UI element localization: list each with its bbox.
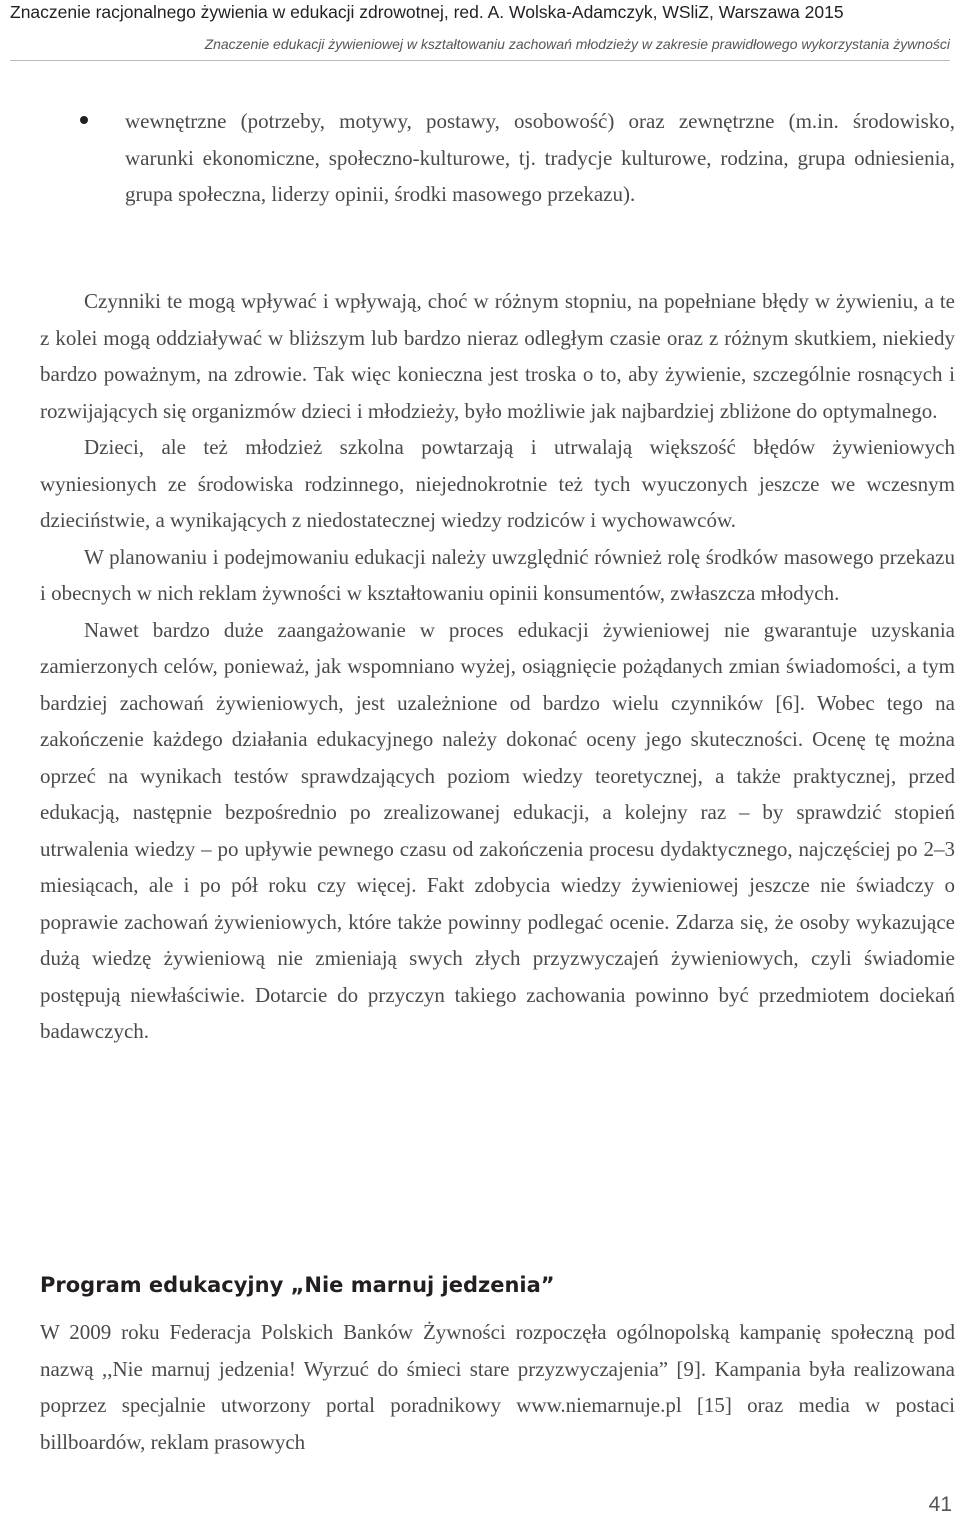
section-heading: Program edukacyjny „Nie marnuj jedzenia”	[40, 1273, 555, 1297]
bullet-icon	[80, 116, 88, 124]
body-text	[40, 283, 955, 1050]
section-paragraph: W 2009 roku Federacja Polskich Banków Żywności rozpoczęła ogólnopolską kampanię społeczną pod nazwą ,,Nie marnuj jedzenia! Wyrzuć do śmieci stare przyzwyczajenia” [9]. Kampania była realizowana poprzez specjalnie utworzony portal poradnikowy www.niemarnuje.pl [15] oraz media w postaci billboardów, reklam prasowych	[40, 1320, 955, 1454]
paragraph: W planowaniu i podejmowaniu edukacji należy uwzględnić również rolę środków masowego przekazu i obecnych w nich reklam żywności w kształtowaniu opinii konsumentów, zwłaszcza młodych.	[40, 544, 955, 605]
running-head-title: Znaczenie racjonalnego żywienia w edukacji zdrowotnej, red. A. Wolska-Adamczyk, WSliZ, Warszawa 2015	[10, 2, 844, 22]
paragraph: Dzieci, ale też młodzież szkolna powtarzają i utrwalają większość błędów żywieniowych wyniesionych ze środowiska rodzinnego, niejednokrotnie też tych wyuczonych jeszcze we wczesnym dzieciństwie, a wynikających z niedostatecznej wiedzy rodziców i wychowawców.	[40, 435, 955, 532]
paragraph: Nawet bardzo duże zaangażowanie w proces edukacji żywieniowej nie gwarantuje uzyskania zamierzonych celów, ponieważ, jak wspomniano wyżej, osiągnięcie pożądanych zmian świadomości, a tym bardziej zachowań żywieniowych, jest uzależnione od bardzo wielu czynników [6]. Wobec tego na zakończenie każdego działania edukacyjnego należy dokonać oceny jego skuteczności. Ocenę tę można oprzeć na wynikach testów sprawdzających poziom wiedzy teoretycznej, a także praktycznej, przed edukacją, następnie bezpośrednio po zrealizowanej edukacji, a kolejny raz – by sprawdzić stopień utrwalenia wiedzy – po upływie pewnego czasu od zakończenia procesu dydaktycznego, najczęściej po 2–3 miesiącach, ale i po pół roku czy więcej. Fakt zdobycia wiedzy żywieniowej jeszcze nie świadczy o poprawie zachowań żywieniowych, które także powinny podlegać ocenie. Zdarza się, że osoby wykazujące dużą wiedzę żywieniową nie zmieniają swych złych przyzwyczajeń żywieniowych, czyli świadomie postępują niewłaściwie. Dotarcie do przyczyn takiego zachowania powinno być przedmiotem dociekań badawczych.	[40, 617, 955, 1043]
page-number: 41	[928, 1493, 952, 1516]
running-head-subtitle: Znaczenie edukacji żywieniowej w kształtowaniu zachowań młodzieży w zakresie prawidłowego wykorzystania żywności	[204, 36, 950, 52]
bullet-text: wewnętrzne (potrzeby, motywy, postawy, osobowość) oraz zewnętrzne (m.in. środowisko, warunki ekonomiczne, społeczno-kulturowe, tj. tradycje kulturowe, rodzina, grupa odniesienia, grupa społeczna, liderzy opinii, środki masowego przekazu).	[125, 109, 955, 206]
paragraph: Czynniki te mogą wpływać i wpływają, choć w różnym stopniu, na popełniane błędy w żywieniu, a te z kolei mogą oddziaływać w bliższym lub bardzo nieraz odległym czasie oraz z różnym skutkiem, niekiedy bardzo poważnym, na zdrowie. Tak więc konieczna jest troska o to, aby żywienie, szczególnie rosnących i rozwijających się organizmów dzieci i młodzieży, było możliwie jak najbardziej zbliżone do optymalnego.	[40, 289, 955, 423]
header-rule	[10, 60, 950, 61]
bullet-list-item	[80, 103, 955, 213]
